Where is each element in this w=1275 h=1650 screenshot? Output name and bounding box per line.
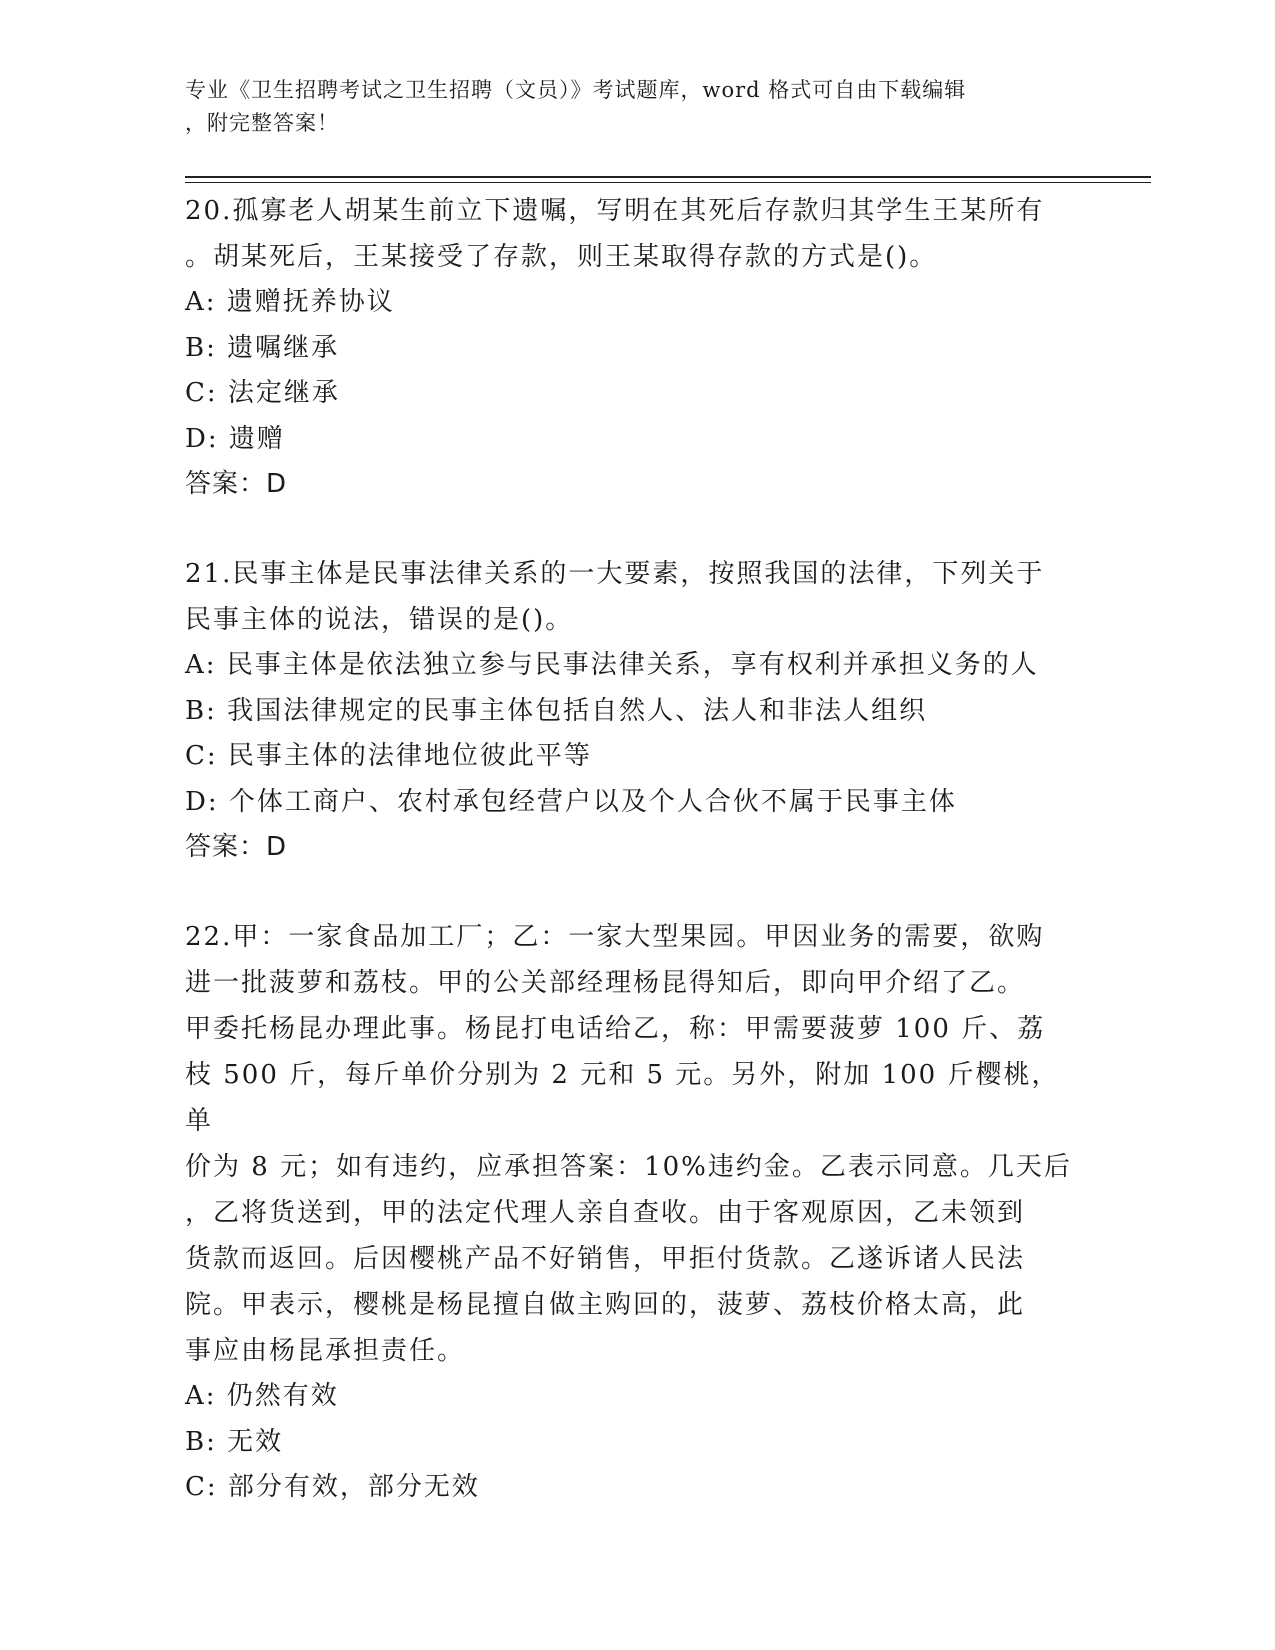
option-c: C: 民事主体的法律地位彼此平等 (185, 741, 592, 771)
question-stem-line: 事应由杨昆承担责任。 (185, 1336, 466, 1366)
answer-line: 答案：D (185, 832, 288, 862)
option-a: A: 仍然有效 (185, 1381, 339, 1411)
question-stem-line: 21.民事主体是民事法律关系的一大要素，按照我国的法律，下列关于 (185, 559, 1045, 589)
header-divider-thin (185, 182, 1151, 183)
option-d: D: 遗赠 (185, 423, 285, 454)
header-line-2: ，附完整答案！ (185, 111, 339, 135)
question-stem-line: 价为 8 元；如有违约，应承担答案：10%违约金。乙表示同意。几天后 (185, 1152, 1072, 1182)
document-header (185, 74, 1065, 140)
option-b: B: 我国法律规定的民事主体包括自然人、法人和非法人组织 (185, 695, 928, 726)
question-21 (185, 551, 1075, 869)
option-a: A: 遗赠抚养协议 (185, 287, 395, 317)
option-a: A: 民事主体是依法独立参与民事法律关系，享有权利并承担义务的人 (185, 650, 1039, 680)
question-20 (185, 188, 1075, 506)
question-list (185, 188, 1075, 1556)
option-c: C: 部分有效，部分无效 (185, 1472, 480, 1502)
option-c: C: 法定继承 (185, 378, 340, 408)
question-stem-line: 民事主体的说法，错误的是()。 (185, 605, 574, 635)
question-stem-line: 院。甲表示，樱桃是杨昆擅自做主购回的，菠萝、荔枝价格太高，此 (185, 1290, 1026, 1320)
question-stem-line: 。胡某死后，王某接受了存款，则王某取得存款的方式是()。 (185, 242, 938, 272)
question-stem-line: 20.孤寡老人胡某生前立下遗嘱，写明在其死后存款归其学生王某所有 (185, 196, 1045, 226)
question-stem-line: 货款而返回。后因樱桃产品不好销售，甲拒付货款。乙遂诉诸人民法 (185, 1244, 1026, 1274)
question-stem-line: ，乙将货送到，甲的法定代理人亲自查收。由于客观原因，乙未领到 (185, 1198, 1026, 1228)
option-b: B: 遗嘱继承 (185, 332, 340, 363)
header-line-1: 专业《卫生招聘考试之卫生招聘（文员）》考试题库，word 格式可自由下载编辑 (185, 78, 967, 102)
option-b: B: 无效 (185, 1426, 284, 1457)
question-stem-line: 甲委托杨昆办理此事。杨昆打电话给乙，称：甲需要菠萝 100 斤、荔 (185, 1014, 1046, 1044)
option-d: D: 个体工商户、农村承包经营户以及个人合伙不属于民事主体 (185, 786, 957, 817)
question-22 (185, 914, 1075, 1511)
question-stem-line: 枝 500 斤，每斤单价分别为 2 元和 5 元。另外，附加 100 斤樱桃，单 (185, 1060, 1060, 1136)
question-stem-line: 22.甲：一家食品加工厂；乙：一家大型果园。甲因业务的需要，欲购 (185, 922, 1045, 952)
header-divider-thick (185, 176, 1151, 178)
question-stem-line: 进一批菠萝和荔枝。甲的公关部经理杨昆得知后，即向甲介绍了乙。 (185, 968, 1026, 998)
answer-line: 答案：D (185, 469, 288, 499)
